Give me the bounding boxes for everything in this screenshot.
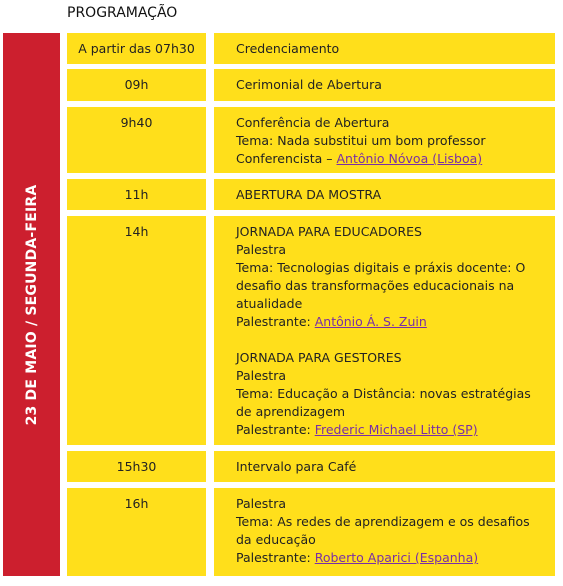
time-cell [67,33,206,64]
time-label: 16h [124,496,149,511]
page-title: PROGRAMAÇÃO [67,5,178,21]
event-type: Palestra [236,496,287,511]
description-cell [214,488,555,576]
event-theme: da educação [236,532,316,547]
day-band [3,33,60,576]
speaker-prefix: Palestrante: [236,422,315,437]
speaker-link[interactable]: Frederic Michael Litto (SP) [314,422,478,437]
time-label: 11h [124,187,149,202]
time-cell [67,69,206,101]
event-theme: Tema: Educação a Distância: novas estratégias [236,386,531,401]
time-label: 9h40 [120,115,153,130]
event-theme: Tema: Tecnologias digitais e práxis docente: O [236,260,526,275]
event-type: Palestra [236,368,287,383]
event-title: JORNADA PARA GESTORES [236,350,402,365]
speaker-line [236,150,543,168]
speaker-line [236,421,543,439]
event-title: ABERTURA DA MOSTRA [236,187,382,202]
speaker-line [236,313,543,331]
event-title: Intervalo para Café [236,459,357,474]
description-cell [214,451,555,482]
event-theme: Tema: As redes de aprendizagem e os desafios [236,514,530,529]
day-label: 23 DE MAIO / SEGUNDA-FEIRA [23,184,40,425]
speaker-prefix: Conferencista – [236,151,337,166]
speaker-prefix: Palestrante: [236,550,315,565]
speaker-line [236,549,543,567]
time-cell [67,451,206,482]
event-title: Conferência de Abertura [236,115,390,130]
description-cell [214,69,555,101]
event-theme: Tema: Nada substitui um bom professor [236,133,486,148]
time-cell [67,488,206,576]
time-label: 09h [124,77,149,92]
time-cell [67,107,206,173]
speaker-link[interactable]: Roberto Aparici (Espanha) [314,550,479,565]
time-label: 14h [124,224,149,239]
event-theme: de aprendizagem [236,404,346,419]
description-cell [214,107,555,173]
speaker-link[interactable]: Antônio Nóvoa (Lisboa) [336,151,483,166]
description-cell [214,33,555,64]
description-cell [214,216,555,445]
speaker-link[interactable]: Antônio Á. S. Zuin [314,314,427,329]
event-theme: atualidade [236,296,303,311]
event-title: JORNADA PARA EDUCADORES [236,224,422,239]
event-title: Credenciamento [236,41,340,56]
event-type: Palestra [236,242,287,257]
time-label: A partir das 07h30 [78,41,195,56]
description-cell [214,179,555,210]
event-theme: desafio das transformações educacionais na [236,278,515,293]
spacer [236,331,543,349]
time-label: 15h30 [116,459,157,474]
event-title: Cerimonial de Abertura [236,77,382,92]
time-cell [67,216,206,445]
time-cell [67,179,206,210]
speaker-prefix: Palestrante: [236,314,315,329]
